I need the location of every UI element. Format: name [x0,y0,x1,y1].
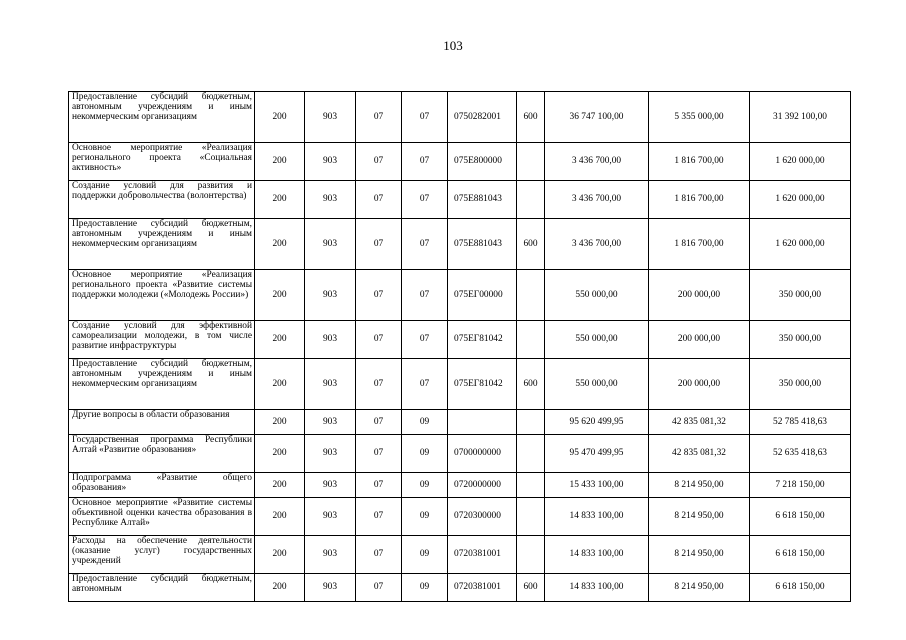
row-code-admin: 903 [305,321,356,359]
row-section: 07 [356,270,402,321]
row-code-admin: 903 [305,181,356,219]
row-name: Предоставление субсидий бюджетным, автономным [69,574,255,602]
table-row [69,574,851,602]
row-expense-type [517,270,545,321]
row-expense-type [517,536,545,574]
row-amount-2: 200 000,00 [649,321,750,359]
row-target-article: 0700000000 [448,435,517,473]
row-name: Расходы на обеспечение деятельности (оказание услуг) государственных учреждений [69,536,255,574]
table-row [69,359,851,410]
row-section: 07 [356,498,402,536]
row-code-admin: 903 [305,270,356,321]
row-section: 07 [356,321,402,359]
row-code-ministry: 200 [255,143,305,181]
row-subsection: 07 [402,321,448,359]
table-row [69,498,851,536]
row-target-article: 075ЕГ81042 [448,321,517,359]
row-target-article: 075E881043 [448,219,517,270]
row-amount-2: 200 000,00 [649,359,750,410]
row-amount-1: 550 000,00 [545,321,649,359]
row-section: 07 [356,92,402,143]
row-code-ministry: 200 [255,498,305,536]
row-amount-2: 5 355 000,00 [649,92,750,143]
row-target-article: 075E800000 [448,143,517,181]
row-amount-2: 1 816 700,00 [649,143,750,181]
row-code-ministry: 200 [255,321,305,359]
row-expense-type: 600 [517,359,545,410]
row-amount-1: 14 833 100,00 [545,536,649,574]
row-code-ministry: 200 [255,574,305,602]
row-target-article: 0750282001 [448,92,517,143]
row-subsection: 07 [402,270,448,321]
row-amount-2: 1 816 700,00 [649,181,750,219]
row-code-admin: 903 [305,435,356,473]
table-row [69,473,851,498]
row-code-admin: 903 [305,473,356,498]
row-target-article [448,410,517,435]
row-code-ministry: 200 [255,181,305,219]
row-amount-2: 200 000,00 [649,270,750,321]
row-name: Предоставление субсидий бюджетным, автономным учреждениям и иным некоммерческим организациям [69,92,255,143]
row-expense-type [517,435,545,473]
row-code-ministry: 200 [255,359,305,410]
row-subsection: 09 [402,498,448,536]
row-expense-type [517,410,545,435]
row-amount-1: 3 436 700,00 [545,143,649,181]
row-expense-type [517,498,545,536]
table-row [69,219,851,270]
page-number: 103 [443,38,463,53]
table-row [69,181,851,219]
row-amount-1: 550 000,00 [545,270,649,321]
row-subsection: 07 [402,92,448,143]
row-section: 07 [356,536,402,574]
row-name: Подпрограмма «Развитие общего образования» [69,473,255,498]
row-code-admin: 903 [305,143,356,181]
row-section: 07 [356,143,402,181]
row-subsection: 09 [402,574,448,602]
row-amount-2: 8 214 950,00 [649,574,750,602]
row-amount-1: 95 470 499,95 [545,435,649,473]
table-row [69,143,851,181]
row-target-article: 075ЕГ81042 [448,359,517,410]
row-target-article: 0720300000 [448,498,517,536]
row-expense-type [517,321,545,359]
row-amount-2: 8 214 950,00 [649,498,750,536]
row-code-admin: 903 [305,574,356,602]
row-amount-1: 3 436 700,00 [545,181,649,219]
row-amount-3: 52 635 418,63 [750,435,851,473]
table-row [69,321,851,359]
row-name: Предоставление субсидий бюджетным, автономным учреждениям и иным некоммерческим организациям [69,219,255,270]
row-amount-3: 31 392 100,00 [750,92,851,143]
row-code-ministry: 200 [255,410,305,435]
row-section: 07 [356,574,402,602]
row-target-article: 0720000000 [448,473,517,498]
row-amount-2: 8 214 950,00 [649,536,750,574]
row-expense-type [517,143,545,181]
row-amount-3: 1 620 000,00 [750,143,851,181]
row-target-article: 0720381001 [448,574,517,602]
row-amount-3: 350 000,00 [750,359,851,410]
row-amount-2: 8 214 950,00 [649,473,750,498]
row-section: 07 [356,219,402,270]
row-code-ministry: 200 [255,435,305,473]
row-name: Создание условий для развития и поддержки добровольчества (волонтерства) [69,181,255,219]
row-code-ministry: 200 [255,473,305,498]
row-code-ministry: 200 [255,536,305,574]
row-section: 07 [356,473,402,498]
row-subsection: 09 [402,435,448,473]
row-code-admin: 903 [305,498,356,536]
table-row [69,435,851,473]
table-row [69,536,851,574]
row-amount-3: 350 000,00 [750,270,851,321]
row-subsection: 09 [402,536,448,574]
row-expense-type [517,473,545,498]
row-amount-1: 36 747 100,00 [545,92,649,143]
row-amount-2: 1 816 700,00 [649,219,750,270]
row-amount-1: 95 620 499,95 [545,410,649,435]
row-target-article: 075E881043 [448,181,517,219]
row-subsection: 07 [402,181,448,219]
row-code-admin: 903 [305,536,356,574]
row-subsection: 07 [402,143,448,181]
row-amount-1: 3 436 700,00 [545,219,649,270]
row-amount-3: 1 620 000,00 [750,181,851,219]
row-expense-type: 600 [517,219,545,270]
row-expense-type: 600 [517,574,545,602]
row-amount-3: 6 618 150,00 [750,498,851,536]
row-amount-1: 15 433 100,00 [545,473,649,498]
row-section: 07 [356,435,402,473]
row-amount-1: 14 833 100,00 [545,498,649,536]
budget-table [68,91,851,602]
row-code-ministry: 200 [255,270,305,321]
row-name: Основное мероприятие «Реализация регионального проекта «Социальная активность» [69,143,255,181]
table-row [69,410,851,435]
row-amount-1: 14 833 100,00 [545,574,649,602]
row-section: 07 [356,359,402,410]
row-section: 07 [356,181,402,219]
row-name: Основное мероприятие «Развитие системы объективной оценки качества образования в Республике Алтай» [69,498,255,536]
row-code-ministry: 200 [255,92,305,143]
table-row [69,270,851,321]
row-code-admin: 903 [305,92,356,143]
row-subsection: 07 [402,359,448,410]
row-subsection: 07 [402,219,448,270]
row-amount-3: 6 618 150,00 [750,536,851,574]
row-amount-3: 7 218 150,00 [750,473,851,498]
row-amount-3: 1 620 000,00 [750,219,851,270]
row-amount-3: 350 000,00 [750,321,851,359]
row-section: 07 [356,410,402,435]
row-amount-3: 52 785 418,63 [750,410,851,435]
row-name: Другие вопросы в области образования [69,410,255,435]
row-subsection: 09 [402,410,448,435]
table-body [69,92,851,602]
table-row [69,92,851,143]
row-subsection: 09 [402,473,448,498]
row-code-admin: 903 [305,410,356,435]
row-name: Основное мероприятие «Реализация регионального проекта «Развитие системы поддержки молодежи («Молодежь России») [69,270,255,321]
row-expense-type: 600 [517,92,545,143]
row-target-article: 075ЕГ00000 [448,270,517,321]
row-amount-2: 42 835 081,32 [649,435,750,473]
row-amount-1: 550 000,00 [545,359,649,410]
row-name: Государственная программа Республики Алтай «Развитие образования» [69,435,255,473]
row-name: Создание условий для эффективной самореализации молодежи, в том числе развитие инфраструктуры [69,321,255,359]
row-code-ministry: 200 [255,219,305,270]
row-target-article: 0720381001 [448,536,517,574]
row-expense-type [517,181,545,219]
row-code-admin: 903 [305,219,356,270]
row-code-admin: 903 [305,359,356,410]
row-name: Предоставление субсидий бюджетным, автономным учреждениям и иным некоммерческим организациям [69,359,255,410]
row-amount-3: 6 618 150,00 [750,574,851,602]
row-amount-2: 42 835 081,32 [649,410,750,435]
